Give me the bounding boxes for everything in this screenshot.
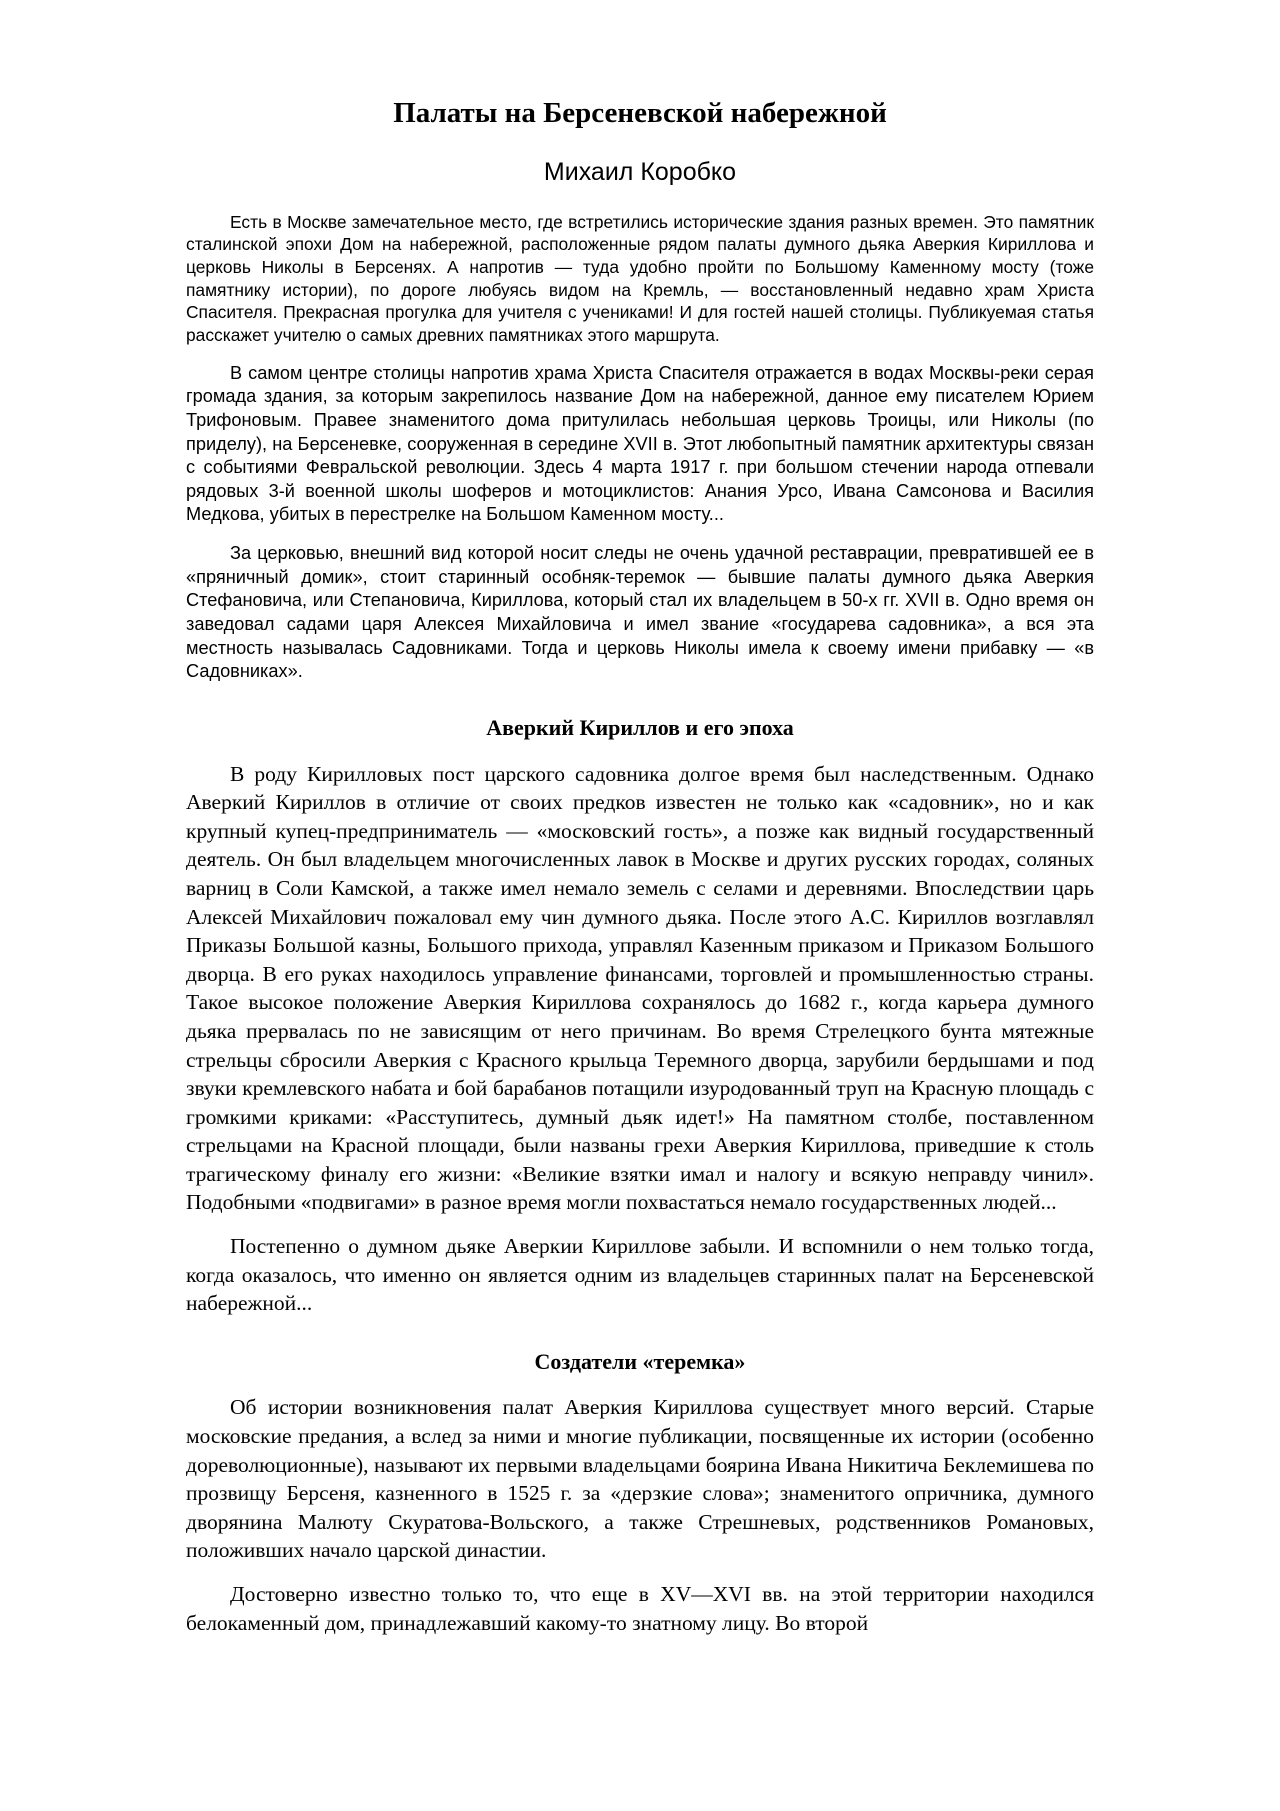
section-heading-creators: Создатели «теремка» <box>534 1348 746 1374</box>
paragraph-1: Есть в Москве замечательное место, где встретились исторические здания разных времен. Это памятник сталинской эпохи Дом на набережной, расположенные рядом палаты думного дьяка Аверкия Кириллова и церковь Николы в Берсенях. А напротив — туда удобно пройти по Большому Каменному мосту (тоже памятнику истории), по дороге любуясь видом на Кремль, — восстановленный недавно храм Христа Спасителя. Прекрасная прогулка для учителя с учениками! И для гостей нашей столицы. Публикуемая статья расскажет учителю о самых древних памятниках этого маршрута. <box>186 211 1094 345</box>
document-author: Михаил Коробко <box>543 157 737 186</box>
paragraph-3: За церковью, внешний вид которой носит следы не очень удачной реставрации, превратившей ее в «пряничный домик», стоит старинный особняк-теремок — бывшие палаты думного дьяка Аверкия Стефановича, или Степановича, Кириллова, который стал их владельцем в 50-х гг. XVII в. Одно время он заведовал садами царя Алексея Михайловича и имел звание «государева садовника», а вся эта местность называлась Садовниками. Тогда и церковь Николы имела к своему имени прибавку — «в Садовниках». <box>186 543 1094 682</box>
paragraph-5: Постепенно о думном дьяке Аверкии Кириллове забыли. И вспомнили о нем только тогда, когда оказалось, что именно он является одним из владельцев старинных палат на Берсеневской набережной... <box>186 1234 1094 1316</box>
section-heading-averkiy: Аверкий Кириллов и его эпоха <box>486 715 794 741</box>
paragraph-4: В роду Кирилловых пост царского садовника долгое время был наследственным. Однако Аверкий Кириллов в отличие от своих предков известен не только как «садовник», но и как крупный купец-предприниматель — «московский гость», а позже как видный государственный деятель. Он был владельцем многочисленных лавок в Москве и других русских городах, соляных варниц в Соли Камской, а также имел немало земель с селами и деревнями. Впоследствии царь Алексей Михайлович пожаловал ему чин думного дьяка. После этого А.С. Кириллов возглавлял Приказы Большой казны, Большого прихода, управлял Казенным приказом и Приказом Большого дворца. В его руках находилось управление финансами, торговлей и промышленностью страны. Такое высокое положение Аверкия Кириллова сохранялось до 1682 г., когда карьера думного дьяка прервалась по не зависящим от него причинам. Во время Стрелецкого бунта мятежные стрельцы сбросили Аверкия с Красного крыльца Теремного дворца, зарубили бердышами и под звуки кремлевского набата и бой барабанов потащили изуродованный труп на Красную площадь с громкими криками: «Расступитесь, думный дьяк идет!» На памятном столбе, поставленном стрельцами на Красной площади, были названы грехи Аверкия Кириллова, приведшие к столь трагическому финалу его жизни: «Великие взятки имал и налогу и всякую неправду чинил». Подобными «подвигами» в разное время могли похвастаться немало государственных людей... <box>186 761 1094 1215</box>
paragraph-7: Достоверно известно только то, что еще в XV—XVI вв. на этой территории находился белокаменный дом, принадлежавший какому-то знатному лицу. Во второй <box>186 1581 1094 1635</box>
paragraph-6: Об истории возникновения палат Аверкия Кириллова существует много версий. Старые московские предания, а вслед за ними и многие публикации, посвященные их истории (особенно дореволюционные), называют их первыми владельцами боярина Ивана Никитича Беклемишева по прозвищу Берсеня, казненного в 1525 г. за «дерзкие слова»; знаменитого опричника, думного дворянина Малюту Скуратова-Вольского, а также Стрешневых, родственников Романовых, положивших начало царской династии. <box>186 1395 1094 1563</box>
paragraph-2: В самом центре столицы напротив храма Христа Спасителя отражается в водах Москвы-реки серая громада здания, за которым закрепилось название Дом на набережной, данное ему писателем Юрием Трифоновым. Правее знаменитого дома притулилась небольшая церковь Троицы, или Николы (по приделу), на Берсеневке, сооруженная в середине XVII в. Этот любопытный памятник архитектуры связан с событиями Февральской революции. Здесь 4 марта 1917 г. при большом стечении народа отпевали рядовых 3-й военной школы шоферов и мотоциклистов: Анания Урсо, Ивана Самсонова и Василия Медкова, убитых в перестрелке на Большом Каменном мосту... <box>186 362 1094 525</box>
page-title: Палаты на Берсеневской набережной <box>393 97 887 129</box>
